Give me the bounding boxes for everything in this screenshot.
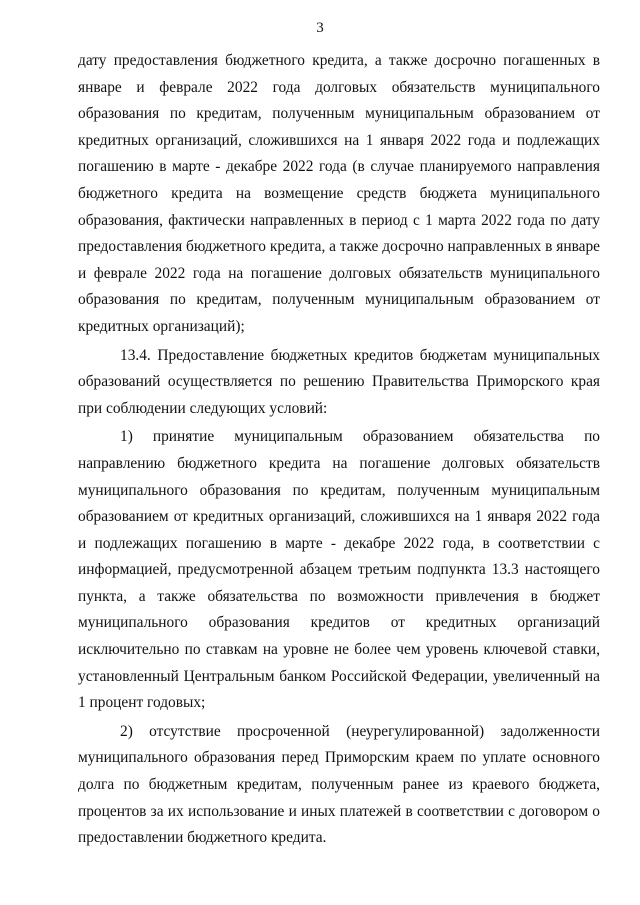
- document-body: [78, 48, 600, 852]
- paragraph-continuation: дату предоставления бюджетного кредита, а также досрочно погашенных в январе и феврале 2022 года долговых обязательств муниципального образования по кредитам, полученным муниципальным образованием от кредитных организаций, сложившихся на 1 января 2022 года и подлежащих погашению в марте - декабре 2022 года (в случае планируемого направления бюджетного кредита на возмещение средств бюджета муниципального образования, фактически направленных в период с 1 марта 2022 года по дату предоставления бюджетного кредита, а также досрочно направленных в январе и феврале 2022 года на погашение долговых обязательств муниципального образования по кредитам, полученным муниципальным образованием от кредитных организаций);: [78, 52, 600, 335]
- paragraph-condition-2: 2) отсутствие просроченной (неурегулированной) задолженности муниципального образования перед Приморским краем по уплате основного долга по бюджетным кредитам, полученным ранее из краевого бюджета, процентов за их использование и иных платежей в соответствии с договором о предоставлении бюджетного кредита.: [78, 722, 600, 847]
- page-number: 3: [316, 20, 324, 36]
- paragraph-condition-1: 1) принятие муниципальным образованием обязательства по направлению бюджетного кредита на погашение долговых обязательств муниципального образования по кредитам, полученным муниципальным образованием от кредитных организаций, сложившихся на 1 января 2022 года и подлежащих погашению в марте - декабре 2022 года, в соответствии с информацией, предусмотренной абзацем третьим подпункта 13.3 настоящего пункта, а также обязательства по возможности привлечения в бюджет муниципального образования кредитов от кредитных организаций исключительно по ставкам на уровне не более чем уровень ключевой ставки, установленный Центральным банком Российской Федерации, увеличенный на 1 процент годовых;: [78, 428, 600, 712]
- paragraph-13-4: 13.4. Предоставление бюджетных кредитов бюджетам муниципальных образований осуществляется по решению Правительства Приморского края при соблюдении следующих условий:: [78, 346, 600, 417]
